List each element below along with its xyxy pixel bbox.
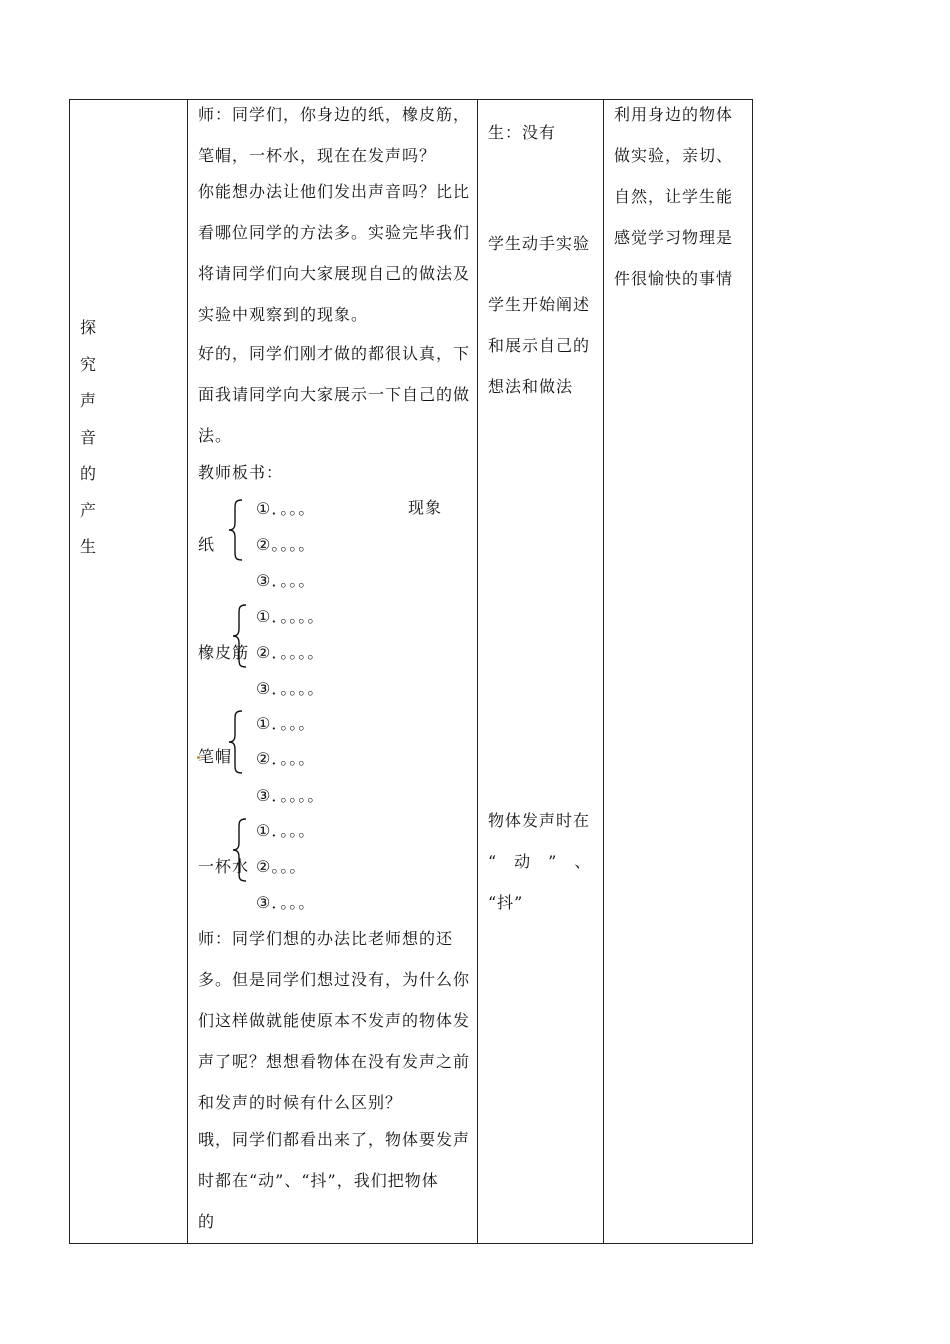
board-item: ②。。。 [256, 857, 307, 876]
text-line: 多。但是同学们想过没有，为什么你 [198, 970, 471, 989]
text-line: 师：同学们想的办法比老师想的还 [198, 929, 454, 948]
topic-char: 音 [80, 427, 97, 447]
text-line: 想法和做法 [488, 377, 574, 396]
lesson-table [69, 99, 753, 1244]
board-group-name: 一杯水 [198, 857, 250, 876]
board-item: ②．。。。 [256, 749, 316, 768]
text-line: 将请同学们向大家展现自己的做法及 [198, 264, 471, 283]
topic-char: 声 [80, 391, 97, 410]
text-line: 做实验，亲切、 [614, 146, 734, 165]
student-activity-cell [478, 100, 604, 1243]
text-line: “ 动 ” 、 [488, 852, 592, 871]
board-item: ①．。。。 [256, 714, 316, 733]
board-item: ③．。。。。 [256, 786, 325, 805]
brace-icon [228, 710, 244, 774]
board-item: ③．。。。 [256, 571, 316, 590]
board-group-name: 笔帽 [198, 747, 233, 766]
text-line: “抖” [488, 893, 524, 912]
board-group-name: 橡皮筋 [198, 643, 250, 662]
text-line: 看哪位同学的方法多。实验完毕我们 [198, 223, 471, 242]
brace-icon [232, 604, 248, 668]
text-line: 利用身边的物体 [614, 105, 734, 124]
text-line: 感觉学习物理是 [614, 228, 734, 247]
board-group-name: 纸 [198, 535, 216, 554]
topic-char: 生 [80, 537, 97, 556]
student-answer: 生：没有 [488, 123, 557, 142]
board-heading: 教师板书： [198, 463, 284, 482]
teacher-activity-cell [188, 100, 478, 1243]
phenomenon-label: 现象 [408, 498, 443, 517]
text-line: 们这样做就能使原本不发声的物体发 [198, 1011, 471, 1030]
topic-vertical-text [80, 318, 100, 574]
board-item: ②．。。。。 [256, 643, 325, 662]
topic-char: 的 [80, 464, 97, 483]
board-item: ③．。。。。 [256, 679, 325, 698]
topic-char: 究 [80, 354, 97, 374]
text-line: 学生开始阐述 [488, 295, 591, 314]
brace-icon [228, 499, 244, 561]
board-item: ①．。。。 [256, 821, 316, 840]
topic-cell [70, 100, 188, 1243]
student-experiment: 学生动手实验 [488, 234, 591, 253]
design-intent-cell [604, 100, 754, 1243]
text-line: 物体发声时在 [488, 811, 591, 830]
text-line: 声了呢？想想看物体在没有发声之前 [198, 1052, 471, 1071]
text-line: 笔帽，一杯水，现在在发声吗？ [198, 146, 437, 165]
text-line: 师：同学们，你身边的纸，橡皮筋， [198, 105, 471, 124]
text-line: 面我请同学向大家展示一下自己的做 [198, 385, 471, 404]
text-line: 哦，同学们都看出来了，物体要发声 [198, 1130, 471, 1149]
text-line: 的 [198, 1212, 216, 1231]
brace-icon [232, 818, 248, 882]
text-line: 自然，让学生能 [614, 187, 734, 206]
board-item: ②。。。。 [256, 535, 316, 554]
board-item: ①．。。。 [256, 499, 316, 518]
topic-char: 探 [80, 318, 97, 337]
topic-char: 产 [80, 500, 97, 520]
text-line: 你能想办法让他们发出声音吗？比比 [198, 182, 471, 201]
board-item: ①．。。。。 [256, 607, 325, 626]
text-line: 和发声的时候有什么区别？ [198, 1093, 403, 1112]
text-line: 时都在“动”、“抖”，我们把物体 [198, 1171, 439, 1190]
board-item: ③．。。。 [256, 893, 316, 912]
text-line: 件很愉快的事情 [614, 269, 734, 288]
text-line: 好的，同学们刚才做的都很认真，下 [198, 344, 471, 363]
text-line: 和展示自己的 [488, 336, 591, 355]
text-line: 实验中观察到的现象。 [198, 305, 369, 324]
text-line: 法。 [198, 426, 233, 445]
